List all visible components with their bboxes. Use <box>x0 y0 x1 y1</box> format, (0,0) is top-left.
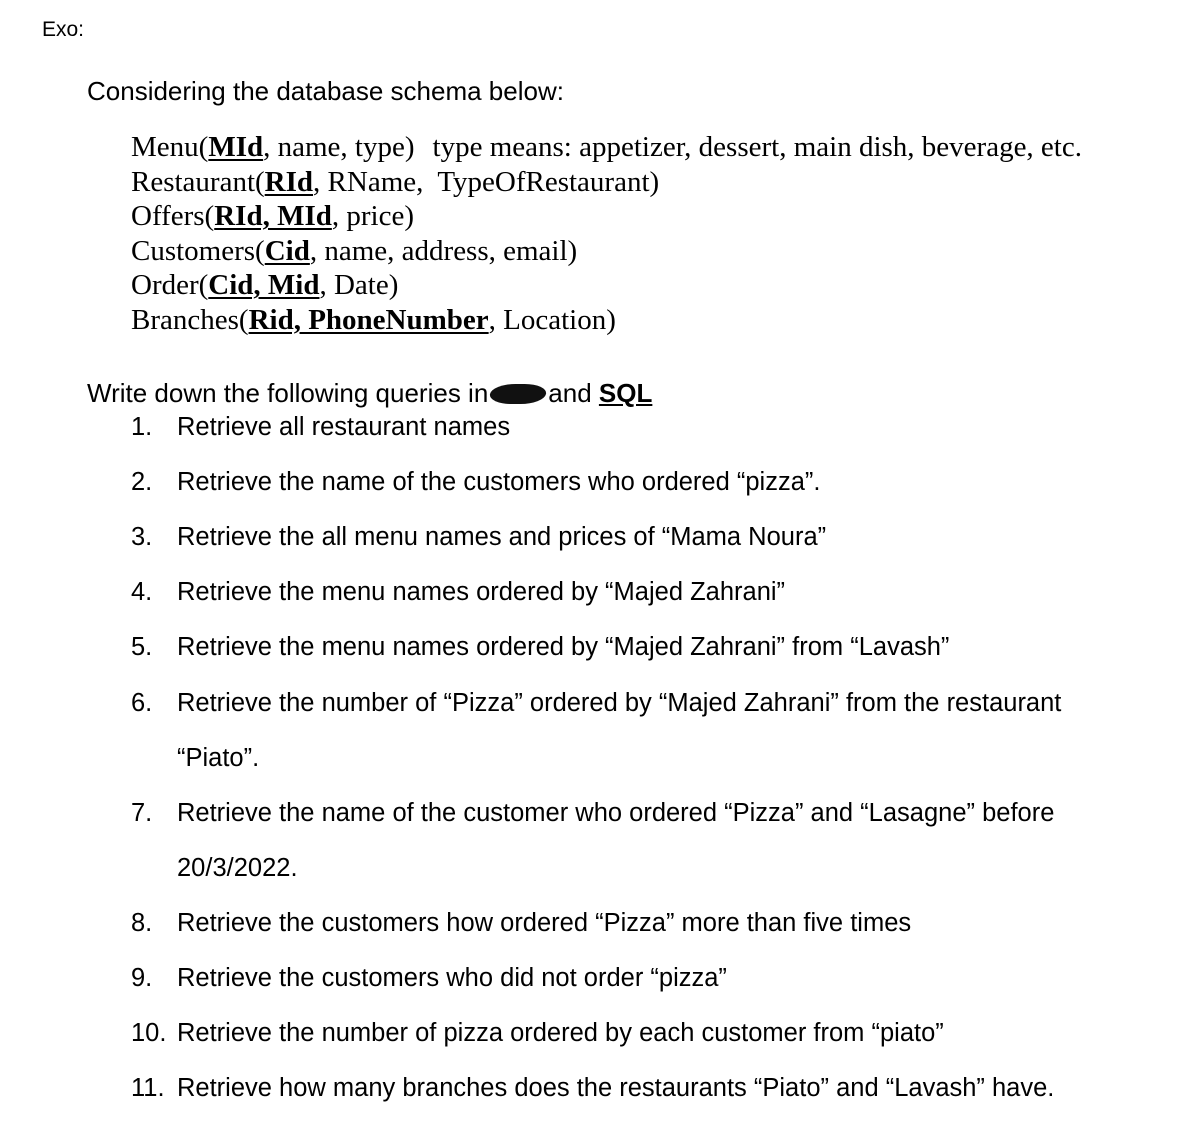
table-name: Restaurant( <box>131 165 265 198</box>
item-text: Retrieve all restaurant names <box>177 413 511 441</box>
item-text: Retrieve the menu names ordered by “Majed Zahrani” from “Lavash” <box>177 633 950 661</box>
list-item <box>131 1019 944 1048</box>
schema-restaurant <box>131 165 1082 200</box>
attributes: , Date) <box>319 269 399 301</box>
primary-key: RId, MId <box>214 200 332 232</box>
item-number: 10. <box>131 1019 167 1047</box>
table-name: Order( <box>131 269 209 301</box>
list-item-continuation <box>131 854 298 883</box>
table-name: Customers( <box>131 234 265 267</box>
schema-customers <box>131 234 1082 269</box>
list-item <box>131 413 510 442</box>
item-number: 3. <box>131 523 153 551</box>
primary-key: Cid <box>264 234 310 267</box>
attributes: , name, address, email) <box>309 234 578 267</box>
list-item <box>131 964 727 993</box>
list-item-continuation <box>131 744 259 773</box>
list-item <box>131 523 826 552</box>
schema-offers <box>131 199 1082 234</box>
list-item <box>131 468 820 497</box>
item-number: 1. <box>131 413 153 441</box>
item-text: Retrieve the name of the customer who ordered “Pizza” and “Lasagne” before <box>177 799 1055 827</box>
primary-key: Cid, Mid <box>208 269 320 301</box>
schema-menu <box>131 130 1082 165</box>
primary-key: MId <box>208 131 264 163</box>
list-item <box>131 689 1061 718</box>
item-number: 2. <box>131 468 153 496</box>
queries-heading <box>87 378 652 409</box>
item-text: Retrieve the number of “Pizza” ordered by “Majed Zahrani” from the restaurant <box>177 689 1062 717</box>
list-item <box>131 633 949 662</box>
attributes: , RName, TypeOfRestaurant) <box>313 165 660 198</box>
item-text: Retrieve the name of the customers who ordered “pizza”. <box>177 468 821 496</box>
list-item <box>131 799 1054 828</box>
schema-order <box>131 268 1082 303</box>
list-item <box>131 1074 1054 1103</box>
attributes: , name, type) <box>263 131 415 163</box>
item-number: 7. <box>131 799 153 827</box>
item-text: Retrieve the customers how ordered “Pizza” more than five times <box>177 909 912 937</box>
table-name: Branches( <box>131 303 249 336</box>
redaction-mark <box>488 384 548 404</box>
item-number: 8. <box>131 909 153 937</box>
primary-key: RId <box>264 165 314 198</box>
list-item <box>131 909 911 938</box>
item-text: Retrieve the number of pizza ordered by each customer from “piato” <box>177 1019 944 1047</box>
type-note: type means: appetizer, dessert, main dish, beverage, etc. <box>432 131 1082 163</box>
item-text: Retrieve the customers who did not order “pizza” <box>177 964 727 992</box>
table-name: Offers( <box>131 200 215 232</box>
item-text-continued: 20/3/2022. <box>177 854 298 882</box>
item-text: Retrieve how many branches does the restaurants “Piato” and “Lavash” have. <box>177 1074 1055 1102</box>
attributes: , Location) <box>488 303 616 336</box>
table-name: Menu( <box>131 131 209 163</box>
item-number: 4. <box>131 578 153 606</box>
intro-text: Considering the database schema below: <box>87 76 564 106</box>
item-text-continued: “Piato”. <box>177 744 260 772</box>
attributes: , price) <box>331 200 414 232</box>
exercise-label: Exo: <box>42 18 85 41</box>
database-schema <box>131 130 1082 337</box>
item-number: 11. <box>131 1074 165 1102</box>
list-item <box>131 578 785 607</box>
item-number: 9. <box>131 964 153 992</box>
sql-keyword: SQL <box>598 378 653 408</box>
schema-branches <box>131 303 1082 338</box>
item-number: 5. <box>131 633 153 661</box>
item-number: 6. <box>131 689 153 717</box>
item-text: Retrieve the all menu names and prices of “Mama Noura” <box>177 523 827 551</box>
primary-key: Rid, PhoneNumber <box>248 303 489 336</box>
heading-and: and <box>548 378 599 408</box>
item-text: Retrieve the menu names ordered by “Majed Zahrani” <box>177 578 786 606</box>
heading-text: Write down the following queries in <box>87 378 489 408</box>
